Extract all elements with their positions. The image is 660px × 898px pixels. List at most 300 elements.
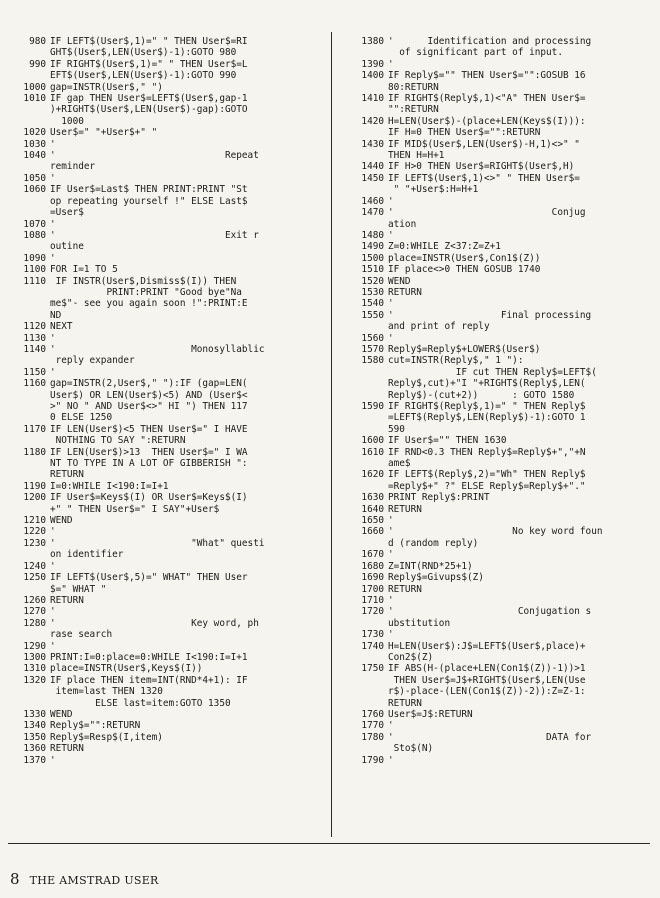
- code-line: [8, 253, 320, 264]
- line-number: 1260: [23, 594, 46, 606]
- code-line: [8, 572, 320, 583]
- line-number: 1350: [23, 731, 46, 743]
- line-number: 1620: [361, 469, 384, 481]
- code-text: ' Identification and processing: [388, 36, 592, 47]
- code-text: ': [50, 526, 56, 538]
- code-text: ': [388, 754, 394, 766]
- line-number: 1460: [361, 195, 384, 207]
- code-text: IF LEFT$(User$,1)=" " THEN User$=RI: [50, 36, 248, 47]
- code-line: [8, 629, 320, 640]
- code-text: PRINT:PRINT "Good bye"Na: [50, 286, 242, 298]
- code-line: [346, 424, 646, 435]
- code-line: [8, 173, 320, 184]
- code-text: "":RETURN: [388, 104, 439, 116]
- line-number: 1400: [361, 70, 384, 82]
- line-number: 1480: [361, 229, 384, 241]
- line-number: [346, 82, 388, 93]
- code-text: +" " THEN User$=" I SAY"+User$: [50, 503, 220, 515]
- line-number: 1470: [361, 207, 384, 219]
- code-line: [8, 219, 320, 230]
- code-line: [346, 709, 646, 720]
- code-text: IF INSTR(User$,Dismiss$(I)) THEN: [50, 275, 237, 287]
- code-text: $=" WHAT ": [50, 583, 107, 595]
- code-line: [346, 663, 646, 674]
- code-text: ' Conjugation s: [388, 606, 592, 618]
- code-line: [346, 447, 646, 458]
- code-line: [346, 253, 646, 264]
- line-number: 1370: [23, 754, 46, 766]
- code-line: [8, 264, 320, 275]
- line-number: 1020: [23, 127, 46, 139]
- code-line: [8, 298, 320, 309]
- code-line: [346, 184, 646, 195]
- code-line: [346, 652, 646, 663]
- code-text: IF ABS(H-(place+LEN(Con1$(Z))-1))>1: [388, 663, 586, 675]
- line-number: 1540: [361, 298, 384, 310]
- code-line: [8, 36, 320, 47]
- code-text: ': [388, 229, 394, 241]
- line-number: [8, 355, 50, 366]
- code-line: [346, 561, 646, 572]
- code-text: ': [50, 138, 56, 150]
- line-number: [8, 698, 50, 709]
- code-text: ELSE last=item:GOTO 1350: [50, 697, 231, 709]
- line-number: 1770: [361, 720, 384, 732]
- code-line: [346, 504, 646, 515]
- code-text: IF place THEN item=INT(RND*4+1): IF: [50, 674, 248, 686]
- code-text: ': [388, 629, 394, 641]
- code-text: Sto$(N): [388, 743, 434, 755]
- code-text: ': [50, 754, 56, 766]
- code-text: H=LEN(User$):J$=LEFT$(User$,place)+: [388, 640, 586, 652]
- line-number: [346, 104, 388, 115]
- code-text: RETURN: [50, 594, 84, 606]
- code-line: [346, 219, 646, 230]
- line-number: 1560: [361, 332, 384, 344]
- code-line: [346, 82, 646, 93]
- code-text: ': [50, 560, 56, 572]
- code-text: d (random reply): [388, 537, 479, 549]
- code-line: [346, 412, 646, 423]
- code-text: 0 ELSE 1250: [50, 412, 113, 424]
- code-text: ': [50, 606, 56, 618]
- code-line: [8, 504, 320, 515]
- code-text: IF RND<0.3 THEN Reply$=Reply$+","+N: [388, 446, 586, 458]
- line-number: 1440: [361, 161, 384, 173]
- code-text: r$)-place-(LEN(Con1$(Z))-2)):Z=Z-1:: [388, 686, 586, 698]
- code-text: User$) OR LEN(User$)<5) AND (User$<: [50, 389, 248, 401]
- line-number: 1190: [23, 480, 46, 492]
- code-text: Con2$(Z): [388, 651, 434, 663]
- line-number: 1690: [361, 572, 384, 584]
- line-number: [8, 549, 50, 560]
- line-number: [346, 390, 388, 401]
- line-number: [346, 481, 388, 492]
- code-text: and print of reply: [388, 321, 490, 333]
- code-line: [8, 732, 320, 743]
- code-line: [346, 173, 646, 184]
- code-text: I=0:WHILE I<190:I=I+1: [50, 480, 169, 492]
- code-line: [346, 515, 646, 526]
- code-line: [8, 139, 320, 150]
- line-number: [346, 321, 388, 332]
- line-number: 1550: [361, 309, 384, 321]
- code-text: ': [388, 298, 394, 310]
- line-number: [346, 618, 388, 629]
- code-text: Z=0:WHILE Z<37:Z=Z+1: [388, 241, 501, 253]
- code-text: ' No key word foun: [388, 526, 603, 538]
- line-number: 1240: [23, 560, 46, 572]
- line-number: 1500: [361, 252, 384, 264]
- code-line: [346, 458, 646, 469]
- code-line: [346, 241, 646, 252]
- line-number: 1270: [23, 606, 46, 618]
- page-number: 8: [10, 870, 20, 888]
- code-text: IF Reply$="" THEN User$="":GOSUB 16: [388, 70, 586, 82]
- line-number: 1010: [23, 93, 46, 105]
- line-number: [346, 652, 388, 663]
- code-text: ': [388, 549, 394, 561]
- code-text: IF LEFT$(User$,1)<>" " THEN User$=: [388, 172, 580, 184]
- code-line: [8, 606, 320, 617]
- code-line: [8, 70, 320, 81]
- line-number: 1230: [23, 537, 46, 549]
- code-line: [8, 447, 320, 458]
- code-text: RETURN: [50, 469, 84, 481]
- code-text: RETURN: [388, 697, 422, 709]
- code-line: [8, 743, 320, 754]
- code-line: [8, 549, 320, 560]
- code-text: IF LEFT$(Reply$,2)="Wh" THEN Reply$: [388, 469, 586, 481]
- line-number: 1590: [361, 401, 384, 412]
- code-text: Reply$=Givups$(Z): [388, 572, 484, 584]
- code-text: IF MID$(User$,LEN(User$)-H,1)<>" ": [388, 138, 580, 150]
- code-text: User$=" "+User$+" ": [50, 127, 158, 139]
- line-number: [346, 412, 388, 423]
- line-number: [8, 104, 50, 115]
- code-text: of significant part of input.: [388, 47, 563, 59]
- line-number: 1320: [23, 674, 46, 686]
- code-text: 80:RETURN: [388, 81, 439, 93]
- line-number: [8, 47, 50, 58]
- line-number: 1600: [361, 435, 384, 447]
- code-text: IF RIGHT$(Reply$,1)<"A" THEN User$=: [388, 93, 586, 105]
- code-text: EFT$(User$,LEN(User$)-1):GOTO 990: [50, 70, 237, 82]
- line-number: 1510: [361, 264, 384, 276]
- line-number: 980: [29, 36, 46, 47]
- line-number: 1330: [23, 708, 46, 720]
- line-number: [346, 219, 388, 230]
- line-number: [346, 538, 388, 549]
- code-line: [8, 698, 320, 709]
- code-text: GHT$(User$,LEN(User$)-1):GOTO 980: [50, 47, 237, 59]
- code-line: [346, 367, 646, 378]
- code-line: [346, 390, 646, 401]
- code-line: [8, 116, 320, 127]
- code-line: [8, 526, 320, 537]
- code-text: gap=INSTR(User$," "): [50, 81, 163, 93]
- code-text: >" NO " AND User$<>" HI ") THEN 117: [50, 401, 248, 412]
- code-text: gap=INSTR(2,User$," "):IF (gap=LEN(: [50, 378, 248, 390]
- code-text: ': [50, 640, 56, 652]
- line-number: 1110: [23, 275, 46, 287]
- code-line: [346, 720, 646, 731]
- code-line: [346, 492, 646, 503]
- line-number: [346, 686, 388, 697]
- code-text: me$"- see you again soon !":PRINT:E: [50, 298, 248, 310]
- code-text: ': [388, 195, 394, 207]
- code-line: [346, 743, 646, 754]
- line-number: 1680: [361, 560, 384, 572]
- code-text: ': [388, 594, 394, 606]
- code-text: RETURN: [388, 583, 422, 595]
- line-number: 1120: [23, 321, 46, 333]
- code-line: [346, 572, 646, 583]
- line-number: 1410: [361, 93, 384, 105]
- code-line: [8, 435, 320, 446]
- code-text: WEND: [50, 515, 73, 527]
- code-line: [346, 207, 646, 218]
- code-line: [8, 196, 320, 207]
- code-line: [346, 70, 646, 81]
- line-number: [8, 469, 50, 480]
- code-text: THEN H=H+1: [388, 150, 445, 162]
- line-number: 1070: [23, 218, 46, 230]
- line-number: 1790: [361, 754, 384, 766]
- code-text: ' Key word, ph: [50, 617, 259, 629]
- line-number: [8, 161, 50, 172]
- line-number: 1570: [361, 343, 384, 355]
- code-text: IF User$=Last$ THEN PRINT:PRINT "St: [50, 184, 248, 196]
- line-number: [346, 378, 388, 389]
- code-text: NEXT: [50, 321, 73, 333]
- line-number: 1610: [361, 446, 384, 458]
- line-number: 1210: [23, 515, 46, 527]
- code-line: [346, 606, 646, 617]
- code-text: ': [50, 172, 56, 184]
- code-line: [8, 584, 320, 595]
- code-text: op repeating yourself !" ELSE Last$: [50, 195, 248, 207]
- code-text: item=last THEN 1320: [50, 686, 163, 698]
- code-text: ': [50, 252, 56, 264]
- code-line: [346, 732, 646, 743]
- code-line: [8, 515, 320, 526]
- line-number: 1220: [23, 526, 46, 538]
- code-line: [346, 287, 646, 298]
- code-line: [346, 104, 646, 115]
- code-text: Z=INT(RND*25+1): [388, 560, 473, 572]
- line-number: [8, 241, 50, 252]
- code-text: ation: [388, 218, 417, 230]
- code-text: IF H=0 THEN User$="":RETURN: [388, 127, 541, 139]
- line-number: [8, 412, 50, 423]
- code-text: IF H>0 THEN User$=RIGHT$(User$,H): [388, 161, 575, 173]
- code-text: =User$: [50, 207, 84, 219]
- code-text: ': [50, 218, 56, 230]
- line-number: 1630: [361, 492, 384, 504]
- line-number: 1160: [23, 378, 46, 390]
- code-line: [8, 367, 320, 378]
- code-text: ' Repeat: [50, 150, 259, 162]
- code-line: [8, 538, 320, 549]
- code-line: [8, 481, 320, 492]
- code-text: PRINT:I=0:place=0:WHILE I<190:I=I+1: [50, 651, 248, 663]
- code-line: [346, 595, 646, 606]
- line-number: 1060: [23, 184, 46, 196]
- code-line: [346, 686, 646, 697]
- line-number: 1750: [361, 663, 384, 675]
- line-number: [346, 367, 388, 378]
- code-text: outine: [50, 241, 84, 253]
- code-line: [346, 549, 646, 560]
- code-text: IF place<>0 THEN GOSUB 1740: [388, 264, 541, 276]
- code-line: [8, 675, 320, 686]
- line-number: 1360: [23, 743, 46, 755]
- code-text: )+RIGHT$(User$,LEN(User$)-gap):GOTO: [50, 104, 248, 116]
- code-text: ': [50, 332, 56, 344]
- line-number: 1300: [23, 651, 46, 663]
- line-number: 1670: [361, 549, 384, 561]
- line-number: [8, 116, 50, 127]
- line-number: 1200: [23, 492, 46, 504]
- code-text: IF RIGHT$(Reply$,1)=" " THEN Reply$: [388, 401, 586, 412]
- code-text: IF User$=Keys$(I) OR User$=Keys$(I): [50, 492, 248, 504]
- line-number: 1700: [361, 583, 384, 595]
- code-text: place=INSTR(User$,Con1$(Z)): [388, 252, 541, 264]
- publication-title: THE AMSTRAD USER: [29, 874, 159, 887]
- line-number: 1520: [361, 275, 384, 287]
- line-number: [346, 47, 388, 58]
- code-text: ubstitution: [388, 617, 451, 629]
- code-text: ' DATA for: [388, 731, 592, 743]
- code-text: FOR I=1 TO 5: [50, 264, 118, 276]
- code-line: [8, 310, 320, 321]
- line-number: 990: [29, 58, 46, 70]
- code-line: [8, 287, 320, 298]
- code-line: [346, 526, 646, 537]
- code-text: PRINT Reply$:PRINT: [388, 492, 490, 504]
- code-line: [8, 720, 320, 731]
- line-number: 1380: [361, 36, 384, 47]
- line-number: 1430: [361, 138, 384, 150]
- line-number: 1730: [361, 629, 384, 641]
- line-number: 1090: [23, 252, 46, 264]
- line-number: 1640: [361, 503, 384, 515]
- code-text: reminder: [50, 161, 96, 173]
- line-number: 1340: [23, 720, 46, 732]
- code-text: 590: [388, 423, 405, 435]
- line-number: 1660: [361, 526, 384, 538]
- code-line: [346, 127, 646, 138]
- code-line: [8, 469, 320, 480]
- line-number: 1310: [23, 663, 46, 675]
- line-number: 1720: [361, 606, 384, 618]
- line-number: [8, 287, 50, 298]
- line-number: [346, 127, 388, 138]
- code-line: [8, 276, 320, 287]
- code-text: Reply$)-(cut+2)) : GOTO 1580: [388, 389, 575, 401]
- code-text: =Reply$+" ?" ELSE Reply$=Reply$+".": [388, 480, 586, 492]
- line-number: 1150: [23, 366, 46, 378]
- code-line: [346, 344, 646, 355]
- code-text: IF LEN(User$)<5 THEN User$=" I HAVE: [50, 423, 248, 435]
- code-line: [346, 755, 646, 766]
- code-line: [8, 401, 320, 412]
- code-line: [346, 230, 646, 241]
- line-number: 1000: [23, 81, 46, 93]
- code-line: [8, 93, 320, 104]
- code-line: [346, 469, 646, 480]
- code-line: [346, 116, 646, 127]
- line-number: [346, 424, 388, 435]
- code-text: IF RIGHT$(User$,1)=" " THEN User$=L: [50, 58, 248, 70]
- line-number: [8, 310, 50, 321]
- code-line: [8, 241, 320, 252]
- code-line: [346, 150, 646, 161]
- code-text: NOTHING TO SAY ":RETURN: [50, 435, 186, 447]
- code-text: IF cut THEN Reply$=LEFT$(: [388, 366, 597, 378]
- code-line: [346, 584, 646, 595]
- code-line: [346, 378, 646, 389]
- code-text: ' Exit r: [50, 229, 259, 241]
- code-line: [8, 59, 320, 70]
- line-number: 1710: [361, 594, 384, 606]
- line-number: 1100: [23, 264, 46, 276]
- line-number: [346, 150, 388, 161]
- line-number: [8, 686, 50, 697]
- code-line: [8, 355, 320, 366]
- code-line: [8, 492, 320, 503]
- code-line: [346, 264, 646, 275]
- code-line: [346, 333, 646, 344]
- line-number: [8, 298, 50, 309]
- line-number: [8, 390, 50, 401]
- code-text: IF LEFT$(User$,5)=" WHAT" THEN User: [50, 572, 248, 584]
- line-number: [8, 401, 50, 412]
- code-text: IF LEN(User$)>13 THEN User$=" I WA: [50, 446, 248, 458]
- line-number: 1080: [23, 229, 46, 241]
- code-line: [346, 59, 646, 70]
- code-line: [346, 538, 646, 549]
- listing-left-column: [8, 36, 320, 828]
- code-text: ' "What" questi: [50, 537, 265, 549]
- code-line: [8, 424, 320, 435]
- line-number: [8, 435, 50, 446]
- code-line: [8, 127, 320, 138]
- code-line: [8, 561, 320, 572]
- code-line: [8, 344, 320, 355]
- code-line: [346, 310, 646, 321]
- code-text: RETURN: [388, 503, 422, 515]
- code-text: RETURN: [50, 743, 84, 755]
- code-line: [8, 150, 320, 161]
- code-line: [346, 161, 646, 172]
- line-number: 1780: [361, 731, 384, 743]
- code-line: [8, 641, 320, 652]
- line-number: 1740: [361, 640, 384, 652]
- line-number: 1650: [361, 515, 384, 527]
- column-divider: [331, 32, 332, 837]
- line-number: 1490: [361, 241, 384, 253]
- code-text: " "+User$:H=H+1: [388, 184, 479, 196]
- code-line: [8, 390, 320, 401]
- line-number: 1140: [23, 343, 46, 355]
- code-line: [346, 435, 646, 446]
- code-line: [346, 139, 646, 150]
- code-line: [8, 663, 320, 674]
- code-text: WEND: [388, 275, 411, 287]
- line-number: [8, 504, 50, 515]
